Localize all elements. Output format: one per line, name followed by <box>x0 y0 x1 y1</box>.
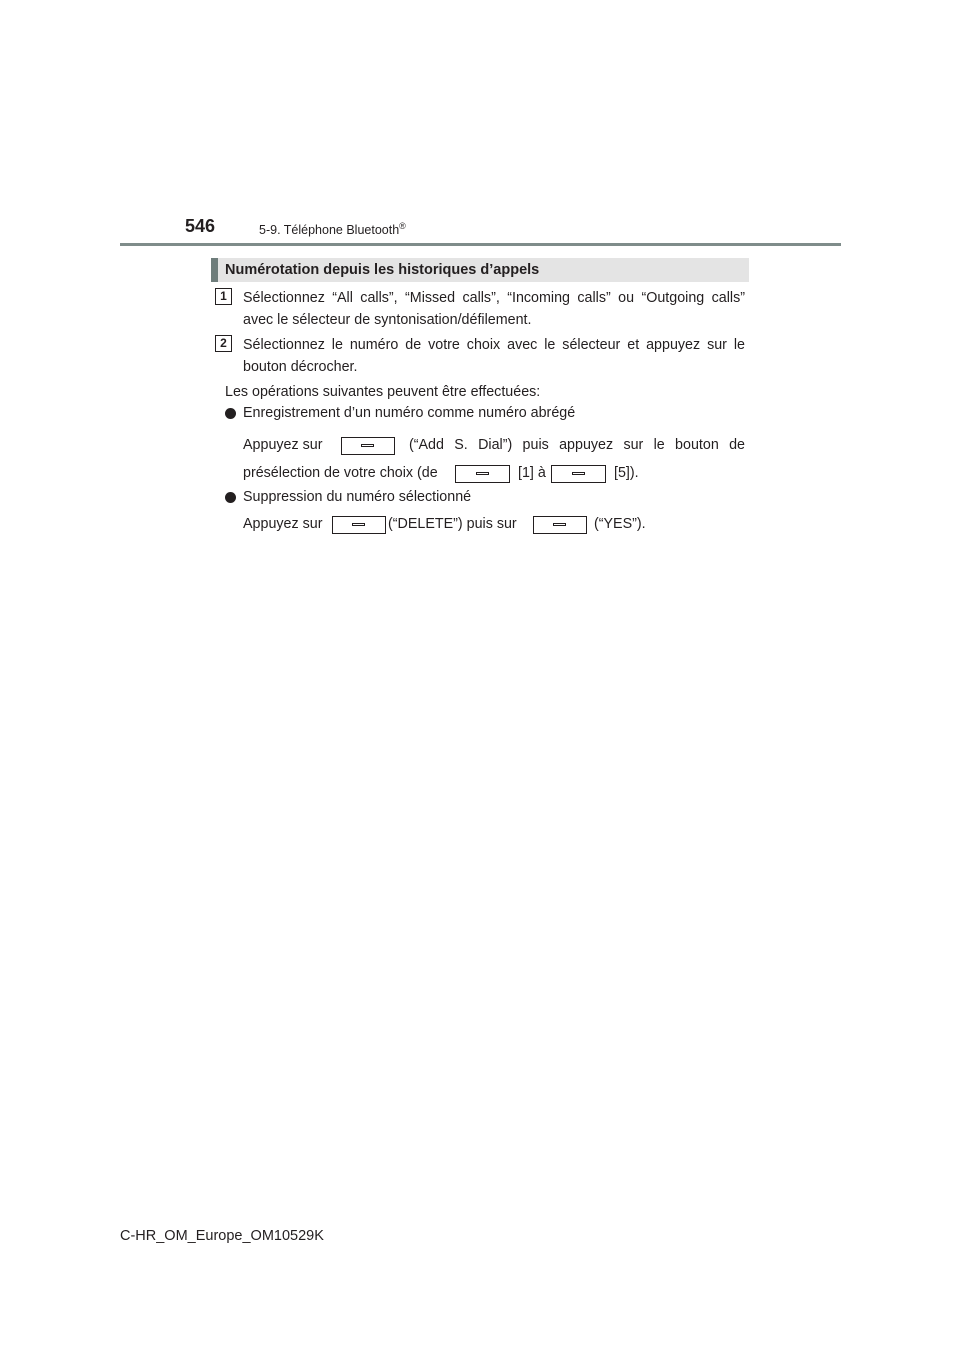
operation-1-text-b: (“Add S. Dial”) puis appuyez sur le bouton de <box>409 437 745 453</box>
operation-2-title: Suppression du numéro sélectionné <box>243 489 472 505</box>
section-title-text: 5-9. Téléphone Bluetooth <box>259 223 400 237</box>
screen-key-icon <box>476 472 489 475</box>
section-title <box>259 221 406 237</box>
operation-2-text-b: (“DELETE”) puis sur <box>388 516 517 532</box>
operation-1-text-a: Appuyez sur <box>243 437 323 453</box>
preset-5-key <box>551 465 606 483</box>
header-rule <box>120 243 841 246</box>
screen-key-icon <box>361 444 374 447</box>
screen-key-icon <box>572 472 585 475</box>
step-1-line-1: Sélectionnez “All calls”, “Missed calls”, “Incoming calls” ou “Outgoing calls” <box>243 290 745 306</box>
operations-intro: Les opérations suivantes peuvent être effectuées: <box>225 384 541 400</box>
page-number: 546 <box>185 216 216 236</box>
section-heading: Numérotation depuis les historiques d’appels <box>211 258 749 282</box>
add-s-dial-key <box>341 437 395 455</box>
operation-2-text-a: Appuyez sur <box>243 516 323 532</box>
registered-mark: ® <box>399 221 406 231</box>
yes-key <box>533 516 587 534</box>
step-1-line-2: avec le sélecteur de syntonisation/défilement. <box>243 312 532 328</box>
operation-2-text-c: (“YES”). <box>594 516 646 532</box>
operation-1-text-c: présélection de votre choix (de <box>243 465 438 481</box>
screen-key-icon <box>352 523 365 526</box>
step-1-badge: 1 <box>215 288 232 305</box>
bullet-1-icon <box>225 408 236 419</box>
screen-key-icon <box>553 523 566 526</box>
bullet-2-icon <box>225 492 236 503</box>
preset-1-key <box>455 465 510 483</box>
operation-1-title: Enregistrement d’un numéro comme numéro abrégé <box>243 405 576 421</box>
step-2-line-1: Sélectionnez le numéro de votre choix avec le sélecteur et appuyez sur le <box>243 337 745 353</box>
operation-1-text-e: [5]). <box>614 465 639 481</box>
operation-1-text-d: [1] à <box>518 465 546 481</box>
step-2-badge: 2 <box>215 335 232 352</box>
delete-key <box>332 516 386 534</box>
document-code: C-HR_OM_Europe_OM10529K <box>120 1228 324 1244</box>
step-2-line-2: bouton décrocher. <box>243 359 358 375</box>
